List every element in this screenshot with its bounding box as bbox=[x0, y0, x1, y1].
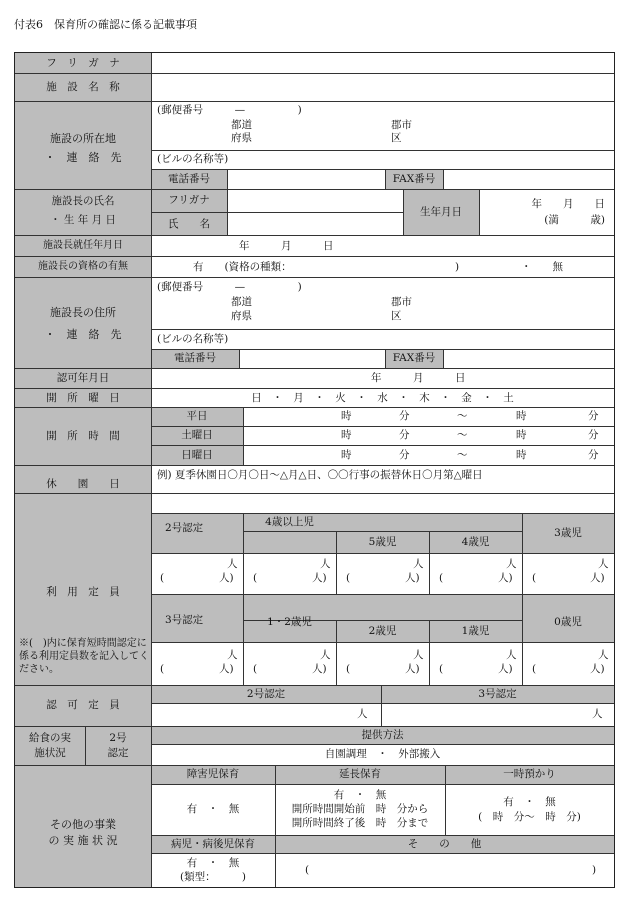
hour-unit: 時 bbox=[341, 449, 352, 461]
cap-paren-open: ( bbox=[346, 663, 351, 675]
auth-cert3-label: 3号認定 bbox=[478, 688, 517, 700]
cap-age3-label: 3歳児 bbox=[554, 527, 582, 539]
hours-row-weekday: 平日 bbox=[186, 410, 208, 422]
temporary-time: ( 時 分〜 時 分) bbox=[478, 811, 581, 823]
cap-person: 人 bbox=[227, 649, 238, 661]
prefecture-top: 都道 bbox=[231, 119, 252, 131]
other-sick-label: 病児・病後児保育 bbox=[171, 838, 255, 850]
cap-age12-label: 1・2歳児 bbox=[267, 616, 312, 628]
registration-form bbox=[14, 52, 615, 888]
meal-method-options: 自園調理 ・ 外部搬入 bbox=[324, 748, 441, 760]
hour-unit: 時 bbox=[516, 449, 527, 461]
cap-person: 人 bbox=[506, 649, 517, 661]
cap-age2-label: 2歳児 bbox=[368, 625, 397, 637]
weekday-options: 日 ・ 月 ・ 火 ・ 水 ・ 木 ・ 金 ・ 土 bbox=[251, 392, 514, 404]
cap-4plus-label: 4歳以上児 bbox=[265, 516, 314, 528]
head-name-label-line1: 施設長の氏名 bbox=[51, 195, 115, 207]
cap-age1-label: 1歳児 bbox=[461, 625, 490, 637]
cap-person: 人 bbox=[320, 649, 331, 661]
cap-age4-label: 4歳児 bbox=[461, 536, 490, 548]
hours-row-saturday: 土曜日 bbox=[181, 429, 213, 441]
cap-person: 人 bbox=[598, 649, 609, 661]
head-addr-label-line1: 施設長の住所 bbox=[50, 306, 116, 319]
cap-person-paren: 人) bbox=[405, 663, 420, 675]
sick-type: (類型： ) bbox=[180, 871, 246, 883]
cap-paren-open: ( bbox=[532, 572, 537, 584]
building-name-line: (ビルの名称等) bbox=[157, 153, 229, 165]
cap-paren-open: ( bbox=[439, 663, 444, 675]
left-header-column bbox=[15, 53, 151, 887]
cap-person: 人 bbox=[598, 558, 609, 570]
fax-label: FAX番号 bbox=[392, 173, 436, 185]
city-top: 郡市 bbox=[391, 119, 412, 131]
others-paren-open: ( bbox=[305, 864, 310, 876]
hours-row-sunday: 日曜日 bbox=[181, 449, 213, 461]
form-title: 付表6 保育所の確認に係る記載事項 bbox=[14, 18, 197, 31]
facility-name-label: 施 設 名 称 bbox=[46, 81, 120, 93]
auth-cert3-person: 人 bbox=[592, 708, 603, 720]
holiday-example: 例) 夏季休園日〇月〇日〜△月△日、〇〇行事の振替休日〇月第△曜日 bbox=[157, 469, 483, 481]
meal-cert-line1: 2号 bbox=[109, 732, 127, 744]
cap-person-paren: 人) bbox=[405, 572, 420, 584]
cap-paren-open: ( bbox=[160, 663, 165, 675]
meal-label-line2: 施状況 bbox=[34, 747, 66, 759]
minute-unit: 分 bbox=[399, 410, 410, 422]
other-label-line1: その他の事業 bbox=[50, 818, 116, 831]
cap-cert3-label: 3号認定 bbox=[165, 614, 204, 626]
extended-start: 開所時間開始前 時 分から bbox=[291, 803, 429, 815]
disabled-yes-no: 有 ・ 無 bbox=[186, 803, 240, 815]
head-city-top: 郡市 bbox=[391, 296, 412, 308]
temporary-yes-no: 有 ・ 無 bbox=[503, 796, 556, 808]
approval-date-value: 年 月 日 bbox=[371, 372, 466, 384]
cap-person-paren: 人) bbox=[219, 663, 234, 675]
minute-unit: 分 bbox=[588, 410, 599, 422]
hour-unit: 時 bbox=[341, 429, 352, 441]
hour-unit: 時 bbox=[341, 410, 352, 422]
open-hours-label: 開 所 時 間 bbox=[46, 430, 120, 442]
cap-person-paren: 人) bbox=[590, 663, 605, 675]
meal-cert-line2: 認定 bbox=[107, 747, 129, 759]
cap-person-paren: 人) bbox=[312, 572, 327, 584]
hour-unit: 時 bbox=[516, 410, 527, 422]
meal-method-label: 提供方法 bbox=[361, 729, 404, 741]
cap-person-paren: 人) bbox=[219, 572, 234, 584]
qual-close-paren: ) bbox=[455, 261, 460, 273]
hour-unit: 時 bbox=[516, 429, 527, 441]
cap-paren-open: ( bbox=[532, 663, 537, 675]
cap-person-paren: 人) bbox=[312, 663, 327, 675]
qual-no-option: ・ 無 bbox=[521, 261, 563, 273]
capacity-label: 利 用 定 員 bbox=[46, 586, 120, 598]
cap-person-paren: 人) bbox=[498, 663, 513, 675]
cap-person: 人 bbox=[506, 558, 517, 570]
head-city-bottom: 区 bbox=[391, 310, 402, 322]
auth-cert2-person: 人 bbox=[357, 708, 368, 720]
tilde-sep: 〜 bbox=[457, 429, 468, 441]
open-days-label: 開 所 曜 日 bbox=[46, 392, 120, 404]
extended-yes-no: 有 ・ 無 bbox=[333, 789, 387, 801]
cap-person-paren: 人) bbox=[590, 572, 605, 584]
head-prefecture-bottom: 府県 bbox=[231, 310, 252, 322]
head-postal-code-line: (郵便番号 — ) bbox=[157, 281, 302, 293]
head-fax-label: FAX番号 bbox=[392, 352, 436, 364]
cap-paren-open: ( bbox=[253, 572, 258, 584]
head-phone-label: 電話番号 bbox=[174, 352, 216, 364]
head-prefecture-top: 都道 bbox=[231, 296, 252, 308]
birth-date-label: 生年月日 bbox=[420, 206, 462, 218]
cap-paren-open: ( bbox=[253, 663, 258, 675]
head-qual-label: 施設長の資格の有無 bbox=[38, 261, 128, 272]
sick-yes-no: 有 ・ 無 bbox=[186, 857, 240, 869]
other-disabled-label: 障害児保育 bbox=[186, 768, 240, 780]
tilde-sep: 〜 bbox=[457, 449, 468, 461]
other-temporary-label: 一時預かり bbox=[503, 768, 556, 780]
cap-person: 人 bbox=[320, 558, 331, 570]
postal-code-line: (郵便番号 — ) bbox=[157, 104, 302, 116]
other-extended-label: 延長保育 bbox=[339, 768, 381, 780]
approval-date-label: 認可年月日 bbox=[56, 372, 110, 384]
cap-cert2-label: 2号認定 bbox=[165, 522, 204, 534]
head-name-label-line2: ・ 生 年 月 日 bbox=[50, 214, 116, 226]
head-name-label: 氏 名 bbox=[168, 218, 210, 230]
capacity-note: ※( )内に保育短時間認定に係る利用定員数を記入してください。 bbox=[19, 638, 149, 675]
address-label-line2: ・ 連 絡 先 bbox=[44, 151, 122, 164]
minute-unit: 分 bbox=[588, 449, 599, 461]
cap-paren-open: ( bbox=[160, 572, 165, 584]
cap-person: 人 bbox=[227, 558, 238, 570]
prefecture-bottom: 府県 bbox=[231, 132, 252, 144]
cap-paren-open: ( bbox=[346, 572, 351, 584]
head-building-name-line: (ビルの名称等) bbox=[157, 333, 229, 345]
meal-label-line1: 給食の実 bbox=[29, 732, 71, 744]
cap-person: 人 bbox=[413, 649, 424, 661]
extended-end: 開所時間終了後 時 分まで bbox=[291, 817, 429, 829]
address-label-line1: 施設の所在地 bbox=[50, 132, 116, 145]
cap-person-paren: 人) bbox=[498, 572, 513, 584]
furigana-label: フ リ ガ ナ bbox=[46, 57, 120, 69]
head-addr-label-line2: ・ 連 絡 先 bbox=[44, 328, 122, 341]
minute-unit: 分 bbox=[399, 449, 410, 461]
city-bottom: 区 bbox=[391, 132, 402, 144]
birth-age: (満 歳) bbox=[544, 214, 605, 226]
head-start-date-value: 年 月 日 bbox=[239, 240, 334, 252]
qual-yes-option: 有 (資格の種類： bbox=[193, 261, 292, 273]
cap-age5-label: 5歳児 bbox=[368, 536, 397, 548]
head-furigana-label: フリガナ bbox=[168, 194, 210, 206]
birth-ymd: 年 月 日 bbox=[531, 198, 605, 210]
minute-unit: 分 bbox=[588, 429, 599, 441]
cap-paren-open: ( bbox=[439, 572, 444, 584]
head-start-label: 施設長就任年月日 bbox=[43, 240, 123, 251]
auth-cert2-label: 2号認定 bbox=[246, 688, 286, 700]
other-label-line2: の 実 施 状 況 bbox=[48, 834, 118, 847]
minute-unit: 分 bbox=[399, 429, 410, 441]
cap-person: 人 bbox=[413, 558, 424, 570]
others-paren-close: ) bbox=[592, 864, 597, 876]
auth-capacity-label: 認 可 定 員 bbox=[46, 699, 120, 711]
tilde-sep: 〜 bbox=[457, 410, 468, 422]
holidays-label: 休 園 日 bbox=[46, 478, 120, 490]
phone-label: 電話番号 bbox=[168, 173, 210, 185]
cap-age0-label: 0歳児 bbox=[554, 616, 582, 628]
other-others-label: そ の 他 bbox=[407, 838, 482, 850]
